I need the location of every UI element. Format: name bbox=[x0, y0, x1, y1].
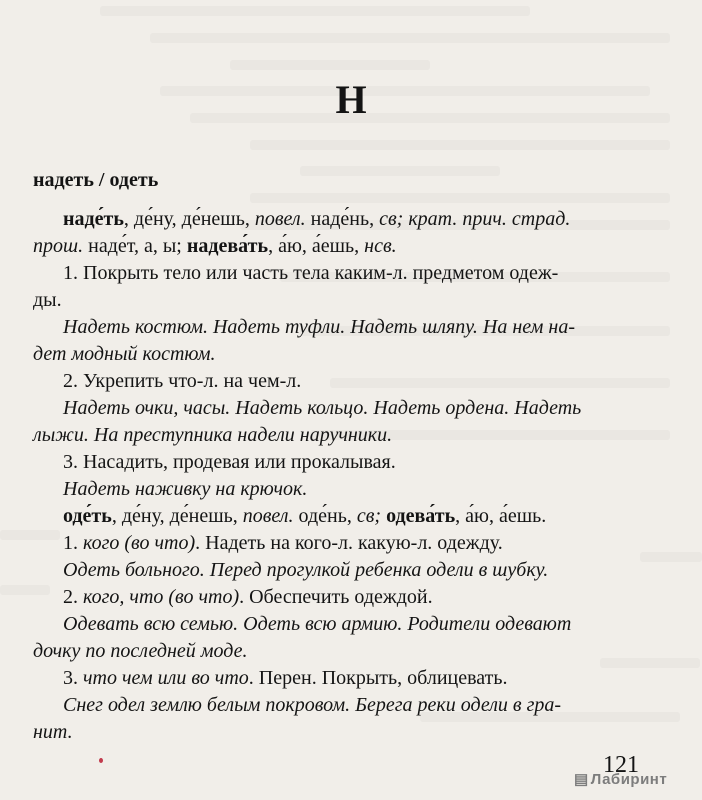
sense-2-definition: 2. Укрепить что-л. на чем-л. bbox=[63, 370, 302, 392]
odet-sense-2-definition: 2. кого, что (во что). Обеспечить одеждой. bbox=[63, 586, 433, 608]
sense-2-examples-cont: лыжи. На преступника надели наручники. bbox=[33, 424, 393, 446]
odet-sense-3-definition: 3. что чем или во что. Перен. Покрыть, облицевать. bbox=[63, 667, 508, 689]
entry-heading: надеть / одеть bbox=[33, 169, 159, 191]
sense-3-definition: 3. Насадить, продевая или прокалывая. bbox=[63, 451, 396, 473]
ink-speck bbox=[99, 758, 103, 763]
watermark-logo-icon: ▤ bbox=[574, 771, 589, 788]
entry-odet-grammar: оде́ть, де́ну, де́нешь, повел. оде́нь, св; одева́ть, а́ю, а́ешь. bbox=[63, 505, 547, 527]
odet-sense-2-examples-cont: дочку по последней моде. bbox=[33, 640, 248, 662]
entry-grammar-line-2: прош. наде́т, а, ы; надева́ть, а́ю, а́ешь, нсв. bbox=[33, 235, 397, 257]
odet-sense-1-definition: 1. кого (во что). Надеть на кого-л. какую-л. одежду. bbox=[63, 532, 503, 554]
sense-1-examples: Надеть костюм. Надеть туфли. Надеть шляпу. На нем на- bbox=[63, 316, 575, 338]
section-letter: Н bbox=[335, 77, 367, 122]
odet-sense-2-examples: Одевать всю семью. Одеть всю армию. Родители одевают bbox=[63, 613, 572, 635]
sense-2-examples: Надеть очки, часы. Надеть кольцо. Надеть ордена. Надеть bbox=[63, 397, 582, 419]
page-number: 121 bbox=[603, 752, 639, 778]
odet-sense-1-examples: Одеть больного. Перед прогулкой ребенка одели в шубку. bbox=[63, 559, 549, 581]
odet-sense-3-examples-cont: нит. bbox=[33, 721, 73, 743]
watermark bbox=[574, 768, 669, 789]
sense-1-definition-cont: ды. bbox=[33, 289, 62, 311]
dictionary-entry bbox=[33, 167, 658, 746]
sense-1-examples-cont: дет модный костюм. bbox=[33, 343, 216, 365]
watermark-text: Лабиринт bbox=[590, 771, 668, 788]
sense-1-definition: 1. Покрыть тело или часть тела каким-л. предметом одеж- bbox=[63, 262, 559, 284]
sense-3-examples: Надеть наживку на крючок. bbox=[63, 478, 308, 500]
entry-grammar-line-1: наде́ть, де́ну, де́нешь, повел. наде́нь, св; крат. прич. страд. bbox=[63, 208, 571, 230]
odet-sense-3-examples: Снег одел землю белым покровом. Берега реки одели в гра- bbox=[63, 694, 562, 716]
